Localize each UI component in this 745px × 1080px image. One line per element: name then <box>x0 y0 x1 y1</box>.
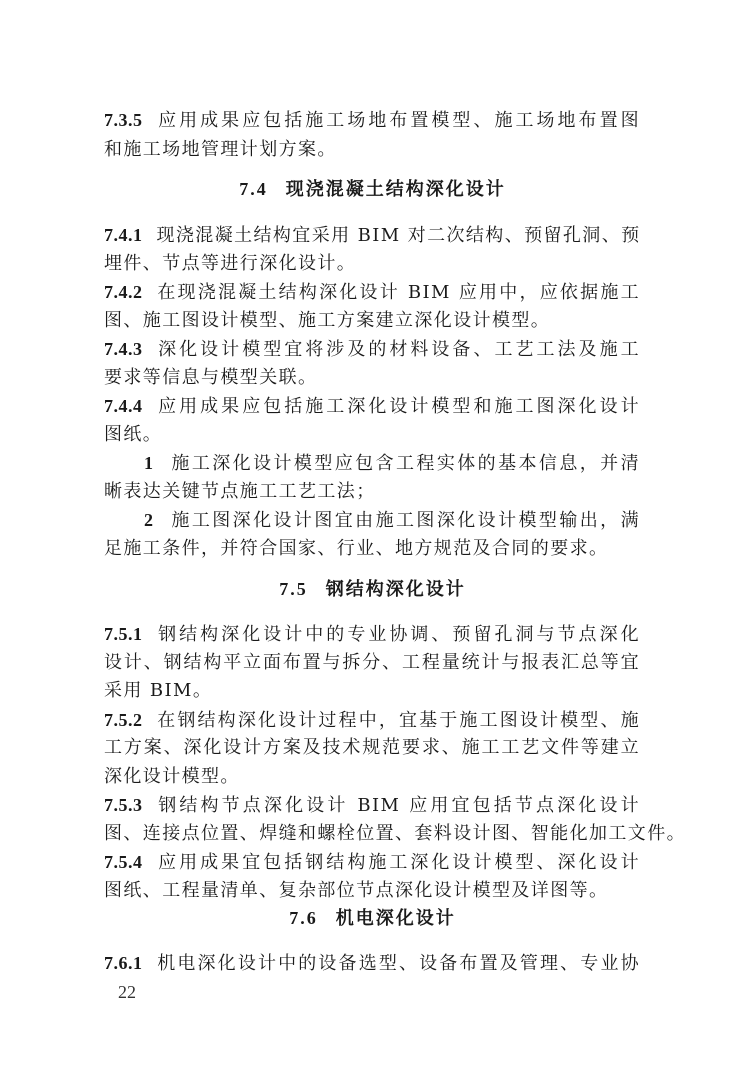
clause-number: 7.3.5 <box>104 110 143 130</box>
item-1-line-1: 1 施工深化设计模型应包含工程实体的基本信息，并清 <box>144 453 640 474</box>
section-heading-7-5: 7.5 钢结构深化设计 <box>279 579 466 600</box>
clause-7-5-2-line-1: 7.5.2 在钢结构深化设计过程中，宜基于施工图设计模型、施 <box>104 710 640 731</box>
clause-7-4-4-line-1: 7.4.4 应用成果应包括施工深化设计模型和施工图深化设计 <box>104 396 640 417</box>
section-heading-7-4: 7.4 现浇混凝土结构深化设计 <box>239 179 506 200</box>
item-1-line-2: 晰表达关键节点施工工艺工法； <box>104 481 376 502</box>
clause-7-4-2-line-1: 7.4.2 在现浇混凝土结构深化设计 BIM 应用中，应依据施工 <box>104 282 640 303</box>
item-2-line-1: 2 施工图深化设计图宜由施工图深化设计模型输出，满 <box>144 510 640 531</box>
clause-7-4-2-line-2: 图、施工图设计模型、施工方案建立深化设计模型。 <box>104 310 551 331</box>
clause-7-5-4-line-1: 7.5.4 应用成果宜包括钢结构施工深化设计模型、深化设计 <box>104 852 640 873</box>
section-heading-7-6: 7.6 机电深化设计 <box>289 908 456 929</box>
item-2-line-2: 足施工条件，并符合国家、行业、地方规范及合同的要求。 <box>104 538 609 559</box>
clause-7-5-1-line-2: 设计、钢结构平立面布置与拆分、工程量统计与报表汇总等宜 <box>104 652 640 673</box>
clause-7-4-3-line-1: 7.4.3 深化设计模型宜将涉及的材料设备、工艺工法及施工 <box>104 339 640 360</box>
clause-7-5-2-line-2: 工方案、深化设计方案及技术规范要求、施工工艺文件等建立 <box>104 737 640 758</box>
page-number: 22 <box>118 982 136 1002</box>
clause-7-3-5-line-1: 7.3.5 应用成果应包括施工场地布置模型、施工场地布置图 <box>104 110 640 131</box>
clause-7-3-5-line-2: 和施工场地管理计划方案。 <box>104 139 337 160</box>
clause-7-5-3-line-2: 图、连接点位置、焊缝和螺栓位置、套料设计图、智能化加工文件。 <box>104 823 686 844</box>
clause-7-5-4-line-2: 图纸、工程量清单、复杂部位节点深化设计模型及详图等。 <box>104 880 609 901</box>
clause-7-5-1-line-1: 7.5.1 钢结构深化设计中的专业协调、预留孔洞与节点深化 <box>104 624 640 645</box>
clause-7-5-3-line-1: 7.5.3 钢结构节点深化设计 BIM 应用宜包括节点深化设计 <box>104 795 640 816</box>
clause-7-5-2-line-3: 深化设计模型。 <box>104 766 240 787</box>
clause-7-4-1-line-2: 埋件、节点等进行深化设计。 <box>104 253 357 274</box>
clause-7-5-1-line-3: 采用 BIM。 <box>104 680 213 701</box>
clause-7-4-4-line-2: 图纸。 <box>104 424 163 445</box>
clause-7-6-1-line-1: 7.6.1 机电深化设计中的设备选型、设备布置及管理、专业协 <box>104 953 640 974</box>
clause-7-4-1-line-1: 7.4.1 现浇混凝土结构宜采用 BIM 对二次结构、预留孔洞、预 <box>104 225 641 246</box>
clause-7-4-3-line-2: 要求等信息与模型关联。 <box>104 367 318 388</box>
